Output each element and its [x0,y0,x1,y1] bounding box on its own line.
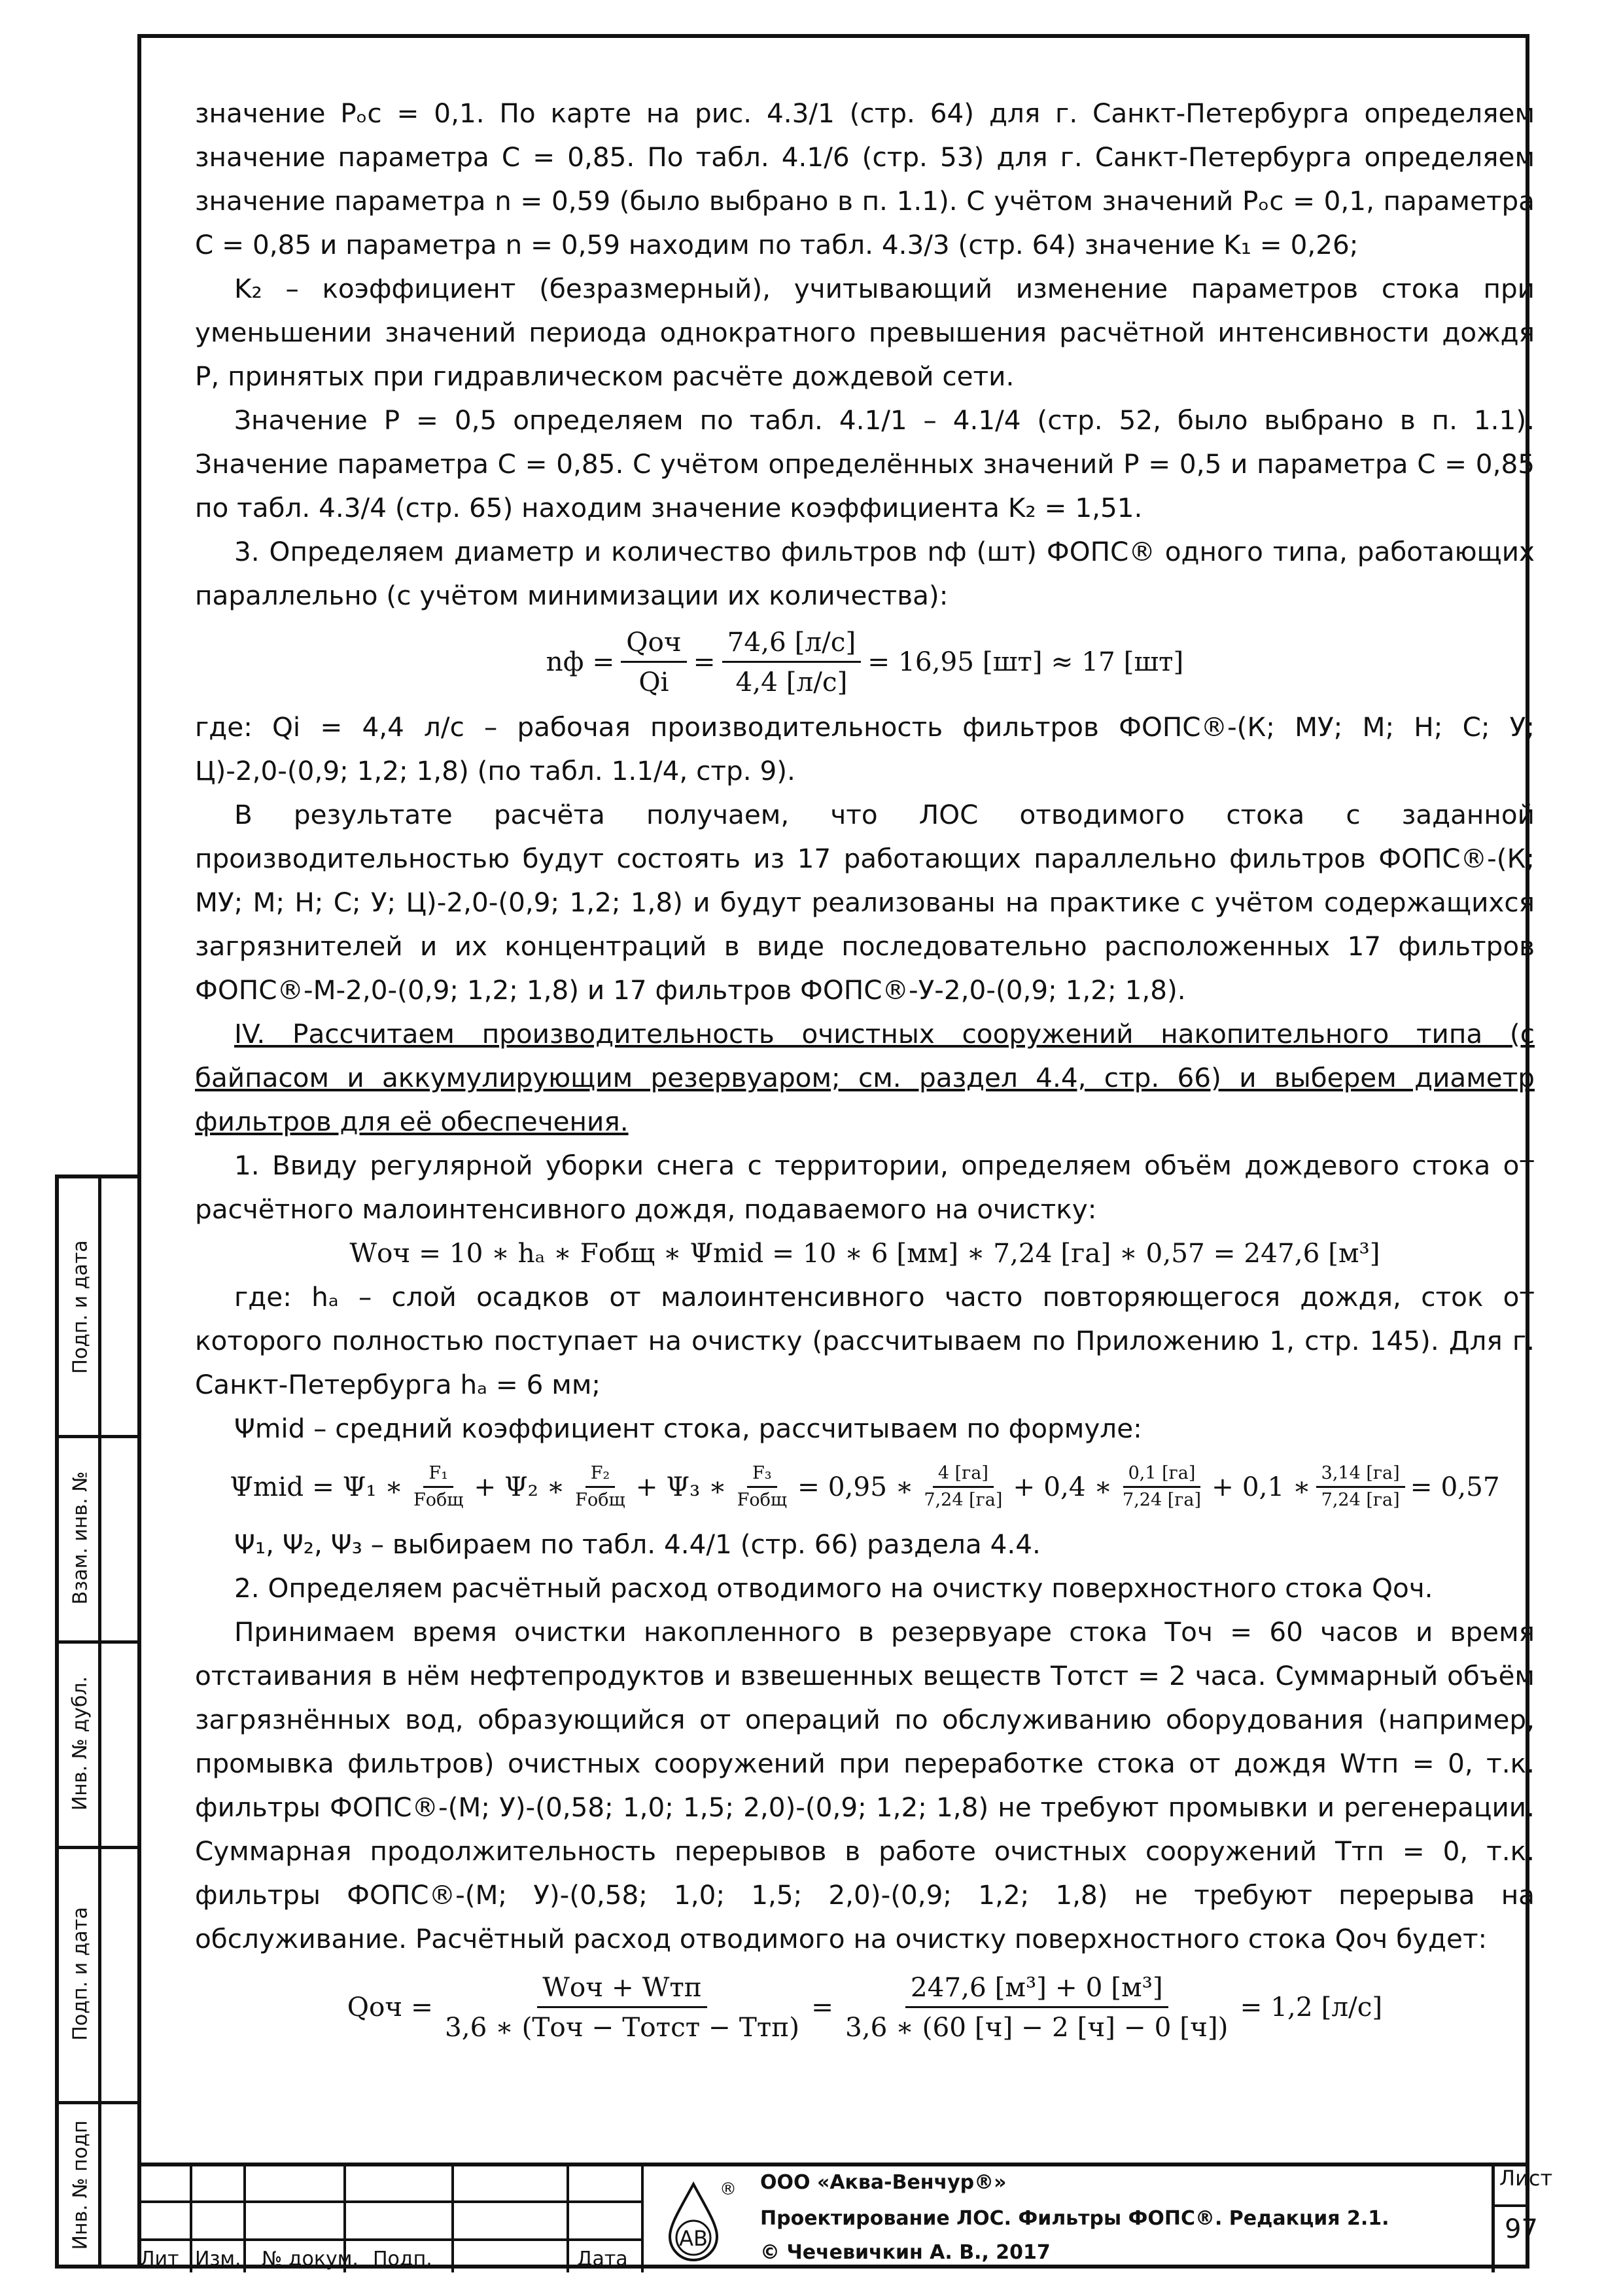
paragraph-1: значение Pₒс = 0,1. По карте на рис. 4.3/1 (стр. 64) для г. Санкт‑Петербурга определяем значение параметра C = 0,85. По табл. 4.1/6 (стр. 53) для г. Санкт‑Петербурга определяем значение параметра n = 0,59 (было выбрано в п. 1.1). С учётом значений Pₒс = 0,1, параметра C = 0,85 и параметра n = 0,59 находим по табл. 4.3/3 (стр. 64) значение K₁ = 0,26; [195,97,1535,260]
fraction-numerator: 247,6 [м³] + 0 [м³] [905,1968,1168,2008]
formula-lhs: Qоч = [347,1991,433,2022]
paragraph-9: Ψmid – средний коэффициент стока, рассчитываем по формуле: [234,1413,1142,1444]
paragraph-10: Ψ₁, Ψ₂, Ψ₃ – выбираем по табл. 4.4/1 (стр. 66) раздела 4.4. [234,1528,1041,1560]
fraction-numerator: 0,1 [га] [1123,1461,1201,1488]
formula-term: + 0,4 ∗ [1013,1471,1113,1502]
fraction-v1 [918,1461,1007,1513]
strip-label: Инв. № подп [69,2120,92,2250]
stamp-sheet-divider [1492,2204,1529,2207]
document-body [195,92,1535,2053]
stamp-col-line [243,2166,246,2272]
stamp-col-line [190,2166,192,2272]
stamp-col-line [567,2166,569,2272]
paragraph-12: Принимаем время очистки накопленного в резервуаре стока Tоч = 60 часов и время отстаивания в нём нефтепродуктов и взвешенных веществ Tотст = 2 часа. Суммарный объём загрязнённых вод, образующийся от операций по обслуживанию оборудования (например, промывка фильтров) очистных сооружений при переработке стока от дождя Wтп = 0, т.к. фильтры ФОПС®‑(М; У)‑(0,58; 1,0; 1,5; 2,0)‑(0,9; 1,2; 1,8) не требуют промывки и регенерации. Суммарная продолжительность перерывов в работе очистных сооружений Tтп = 0, т.к. фильтры ФОПС®‑(М; У)‑(0,58; 1,0; 1,5; 2,0)‑(0,9; 1,2; 1,8) не требуют перерыва на обслуживание. Расчётный расход отводимого на очистку поверхностного стока Qоч будет: [195,1616,1535,1954]
paragraph-8: где: hₐ – слой осадков от малоинтенсивного часто повторяющегося дождя, сток от которого полностью поступает на очистку (рассчитываем по Приложению 1, стр. 145). Для г. Санкт‑Петербурга hₐ = 6 мм; [195,1281,1535,1400]
formula-equals: = [693,646,716,677]
strip-cell-sign-date-1 [64,1178,97,1435]
fraction-q [621,623,686,701]
stamp-col-podp: Подп. [373,2248,432,2270]
formula-term: + Ψ₂ ∗ [474,1471,565,1502]
fraction-denominator: 7,24 [га] [1123,1489,1202,1510]
formula-result: = 0,57 [1410,1471,1500,1502]
formula-lhs: nф = [546,646,615,677]
fraction-f2 [570,1461,630,1513]
stamp-col-izm: Изм. [195,2248,241,2270]
aqua-venture-logo-icon [654,2179,746,2264]
strip-label: Взам. инв. № [69,1471,92,1604]
fraction-denominator: Qi [638,665,669,698]
paragraph-4: 3. Определяем диаметр и количество фильтров nф (шт) ФОПС® одного типа, работающих параллельно (с учётом минимизации их количества): [195,536,1535,611]
fraction-denominator: Fобщ [737,1489,787,1510]
fraction-f1 [408,1461,468,1513]
paragraph-11: 2. Определяем расчётный расход отводимого на очистку поверхностного стока Qоч. [234,1572,1433,1604]
company-name: ООО «Аква‑Венчур®» [760,2171,1007,2194]
fraction-denominator: 4,4 [л/с] [735,665,848,698]
fraction-v3 [1316,1461,1405,1513]
stamp-row-line [137,2238,641,2241]
fraction-denominator: 3,6 ∗ (Tоч − Tотст − Tтп) [444,2011,800,2043]
fraction-w [440,1968,805,2046]
stamp-col-date: Дата [577,2248,628,2270]
fraction-numerator: 4 [га] [933,1461,994,1488]
sheet-label: Лист [1499,2166,1553,2191]
project-title: Проектирование ЛОС. Фильтры ФОПС®. Редакция 2.1. [760,2207,1389,2230]
formula-result: = 1,2 [л/с] [1240,1991,1383,2022]
strip-cell-sign-date-2 [64,1846,97,2101]
formula-volume: Wоч = 10 ∗ hₐ ∗ Fобщ ∗ Ψmid = 10 ∗ 6 [мм] ∗ 7,24 [га] ∗ 0,57 = 247,6 [м³] [349,1237,1380,1269]
fraction-numerator: F₃ [747,1461,777,1488]
paragraph-2: K₂ – коэффициент (безразмерный), учитывающий изменение параметров стока при уменьшении значений периода однократного превышения расчётной интенсивности дождя P, принятых при гидравлическом расчёте дождевой сети. [195,273,1535,392]
fraction-denominator: 7,24 [га] [924,1489,1003,1510]
formula-equals: = [811,1991,833,2022]
paragraph-5: где: Qi = 4,4 л/с – рабочая производительность фильтров ФОПС®‑(К; МУ; М; Н; С; У; Ц)‑2,0‑(0,9; 1,2; 1,8) (по табл. 1.1/4, стр. 9). [195,711,1535,786]
fraction-denominator: Fобщ [575,1489,625,1510]
formula-term: = 0,95 ∗ [797,1471,914,1502]
paragraph-3: Значение P = 0,5 определяем по табл. 4.1/1 – 4.1/4 (стр. 52, было выбрано в п. 1.1). Значение параметра C = 0,85. С учётом определённых значений P = 0,5 и параметра C = 0,85 по табл. 4.3/4 (стр. 65) находим значение коэффициента K₂ = 1,51. [195,404,1535,523]
fraction-numerator: F₁ [423,1461,453,1488]
fraction-numerator: 74,6 [л/с] [722,623,862,663]
fraction-f3 [732,1461,792,1513]
fraction-numerator: Qоч [621,623,686,663]
fraction-numerator: Wоч + Wтп [537,1968,707,2008]
copyright: © Чечевичкин А. В., 2017 [760,2241,1051,2264]
section-heading-iv: IV. Рассчитаем производительность очистных сооружений накопительного типа (с байпасом и аккумулирующим резервуаром; см. раздел 4.4, стр. 66) и выберем диаметр фильтров для её обеспечения. [195,1018,1535,1137]
strip-label: Подп. и дата [69,1239,92,1374]
paragraph-6: В результате расчёта получаем, что ЛОС отводимого стока с заданной производительностью будут состоять из 17 работающих параллельно фильтров ФОПС®‑(К; МУ; М; Н; С; У; Ц)‑2,0‑(0,9; 1,2; 1,8) и будут реализованы на практике с учётом содержащихся загрязнителей и их концентраций в виде последовательно расположенных 17 фильтров ФОПС®‑М‑2,0‑(0,9; 1,2; 1,8) и 17 фильтров ФОПС®‑У‑2,0‑(0,9; 1,2; 1,8). [195,799,1535,1006]
formula-result: = 16,95 [шт] ≈ 17 [шт] [867,646,1184,677]
sheet-number: 97 [1505,2214,1538,2244]
paragraph-7: 1. Ввиду регулярной уборки снега с территории, определяем объём дождевого стока от расчётного малоинтенсивного дождя, подаваемого на очистку: [195,1150,1535,1225]
left-margin-strip [55,1174,137,2269]
formula-runoff-coefficient [195,1451,1535,1523]
formula-term: + Ψ₃ ∗ [635,1471,727,1502]
stamp-col-line [1492,2166,1495,2272]
stamp-col-doc: № докум. [262,2248,358,2270]
fraction-values [840,1968,1233,2046]
strip-label: Инв. № дубл. [69,1676,92,1810]
stamp-col-lit: Лит [140,2248,179,2270]
fraction-denominator: 3,6 ∗ (60 [ч] − 2 [ч] − 0 [ч]) [845,2011,1229,2043]
formula-filter-count [195,618,1535,705]
fraction-denominator: 7,24 [га] [1321,1489,1400,1510]
registered-mark-icon: ® [720,2180,737,2199]
strip-label: Подп. и дата [69,1906,92,2041]
strip-cell-replaced-inv [64,1435,97,1640]
fraction-v2 [1117,1461,1206,1513]
fraction-values [722,623,862,701]
strip-cell-original-inv [64,2101,97,2269]
formula-term: + 0,1 ∗ [1212,1471,1311,1502]
fraction-numerator: 3,14 [га] [1316,1461,1405,1488]
formula-flow-rate [195,1961,1535,2053]
logo-letters: АВ [679,2226,708,2251]
formula-lhs: Ψmid = Ψ₁ ∗ [230,1471,403,1502]
stamp-row-line [137,2200,641,2203]
strip-cell-dup-inv [64,1640,97,1846]
fraction-denominator: Fобщ [413,1489,464,1510]
fraction-numerator: F₂ [585,1461,616,1488]
stamp-col-line [641,2166,644,2272]
stamp-col-line [451,2166,454,2272]
